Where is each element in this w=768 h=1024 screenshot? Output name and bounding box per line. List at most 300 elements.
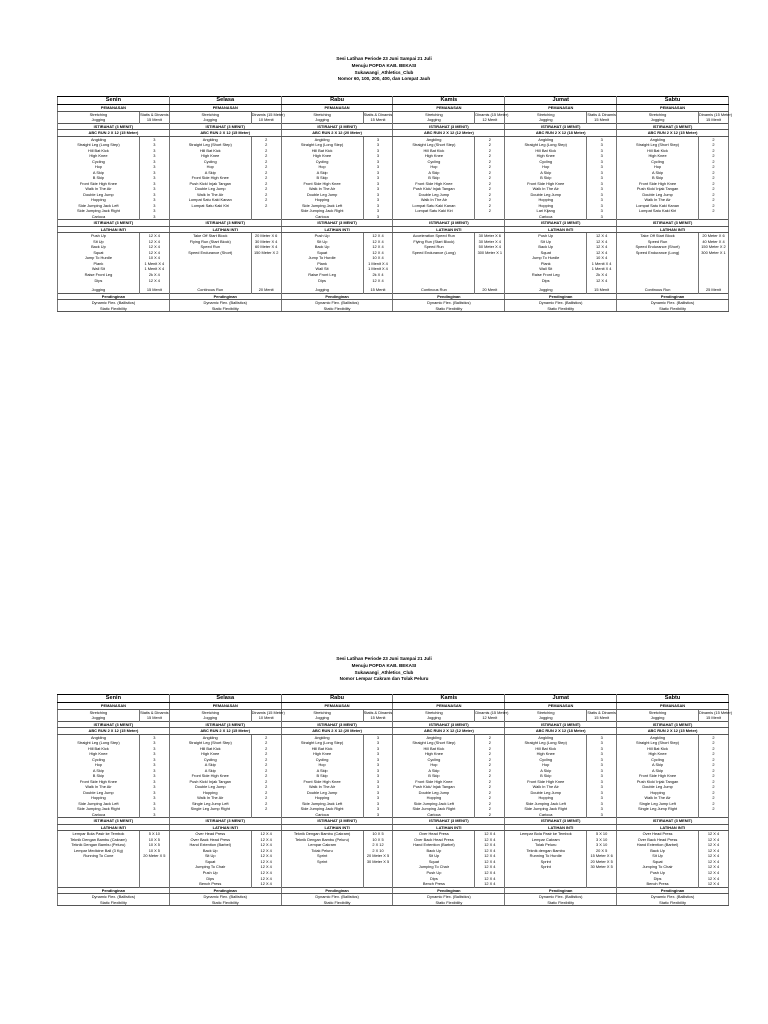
exercise-name: Double Leg Jump xyxy=(58,790,140,796)
exercise-name: Double Leg Jump xyxy=(617,192,699,198)
exercise-name: B Skip xyxy=(58,773,140,779)
exercise-name: Double Leg Jump xyxy=(169,186,251,192)
exercise-dose: 3 xyxy=(139,784,169,790)
exercise-dose: 12 X 4 xyxy=(698,848,728,854)
exercise-name: Sit Up xyxy=(617,853,699,859)
training-schedule-table xyxy=(57,694,733,906)
exercise-dose: 12 X 4 xyxy=(251,875,281,881)
day-header: Kamis xyxy=(393,695,505,703)
exercise-dose: 12 X 4 xyxy=(475,853,505,859)
day-header: Jumat xyxy=(505,97,617,105)
section-header: ISTIRAHAT (3 MENIT) xyxy=(617,721,729,728)
exercise-name: Hop xyxy=(58,762,140,768)
exercise-name: Jogging xyxy=(393,715,475,721)
exercise-dose: 3 xyxy=(587,740,617,746)
day-header: Sabtu xyxy=(617,695,729,703)
exercise-name: Hopping xyxy=(281,197,363,203)
day-header: Sabtu xyxy=(617,97,729,105)
exercise-name: High Knee xyxy=(393,153,475,159)
exercise-name: Jogging xyxy=(505,287,587,293)
exercise-dose: 2 xyxy=(698,136,728,142)
exercise-name: Plank xyxy=(505,261,587,267)
exercise-name: Cycling xyxy=(393,159,475,165)
exercise-name: Jump To Hurdle xyxy=(505,255,587,261)
exercise-name: Hill Bat Kick xyxy=(281,746,363,752)
exercise-name: A Skip xyxy=(505,170,587,176)
exercise-dose: 20 Menit xyxy=(475,287,505,293)
exercise-name: Hop xyxy=(617,164,699,170)
exercise-dose: 3 xyxy=(363,762,393,768)
section-header: PEMANASAN xyxy=(617,105,729,112)
exercise-name: Speed Run xyxy=(169,244,251,250)
exercise-dose: 3 xyxy=(587,186,617,192)
exercise-dose: 2 xyxy=(251,801,281,807)
exercise-name: Stretching xyxy=(617,709,699,715)
exercise-dose: 2 xyxy=(475,208,505,214)
exercise-name: Back Up xyxy=(58,244,140,250)
exercise-dose: 1 Menit X 4 xyxy=(139,266,169,272)
exercise-dose: 2 xyxy=(475,197,505,203)
exercise-name: Jogging xyxy=(505,715,587,721)
section-header: ISTIRAHAT (3 MENIT) xyxy=(281,220,393,227)
day-header: Jumat xyxy=(505,695,617,703)
exercise-dose: 3 xyxy=(363,779,393,785)
exercise-name: Dips xyxy=(169,875,251,881)
exercise-dose: 2 xyxy=(698,746,728,752)
exercise-name: Continous Run xyxy=(169,287,251,293)
exercise-dose: 2 xyxy=(698,734,728,740)
exercise-name: Dips xyxy=(58,277,140,283)
section-header: ISTIRAHAT (3 MENIT) xyxy=(505,818,617,825)
exercise-dose: 2 xyxy=(251,757,281,763)
exercise-dose: 12 X 4 xyxy=(139,239,169,245)
exercise-dose: 3 xyxy=(587,197,617,203)
exercise-dose: 3 X 10 xyxy=(587,842,617,848)
exercise-name: Hill Bat Kick xyxy=(58,148,140,154)
exercise-dose: 3 xyxy=(363,159,393,165)
exercise-name: Lempar Bola Pasir ke Tembok xyxy=(505,831,587,837)
exercise-dose: 12 X 4 xyxy=(698,831,728,837)
exercise-name: Push Up xyxy=(393,870,475,876)
exercise-name: Hill Bat Kick xyxy=(393,746,475,752)
exercise-dose: 1 Menit X 4 xyxy=(139,261,169,267)
exercise-name: Carioca xyxy=(281,214,363,220)
exercise-name: A Skip xyxy=(58,170,140,176)
exercise-name: Walk In The Air xyxy=(393,197,475,203)
exercise-dose: 3 xyxy=(363,186,393,192)
exercise-dose: 3 xyxy=(363,784,393,790)
exercise-name: Jogging xyxy=(281,287,363,293)
exercise-name: Hill Bat Kick xyxy=(617,148,699,154)
exercise-name: Teknik Dengan Bambu (Cakram) xyxy=(281,831,363,837)
section-header: LATIHAN INTI xyxy=(281,824,393,831)
exercise-dose: 12 X 4 xyxy=(698,842,728,848)
exercise-name: Jump To Hurdle xyxy=(281,255,363,261)
exercise-name: Jogging xyxy=(58,287,140,293)
exercise-name: Jogging xyxy=(393,117,475,123)
exercise-name: Double Leg Jump xyxy=(617,784,699,790)
exercise-name: Straight Leg (Long Step) xyxy=(281,740,363,746)
exercise-dose: Dinamis (15 Meter) xyxy=(475,111,509,117)
exercise-dose: 3 xyxy=(139,795,169,801)
section-header: PEMANASAN xyxy=(281,105,393,112)
exercise-name: Double Leg Jump xyxy=(393,192,475,198)
exercise-dose: 3 xyxy=(363,812,393,818)
cooldown-item: Static Flexibility xyxy=(58,900,170,906)
section-header: ISTIRAHAT (3 MENIT) xyxy=(617,818,729,825)
exercise-dose: 2 xyxy=(475,175,505,181)
exercise-name: Jogging xyxy=(505,117,587,123)
exercise-name: Sprint xyxy=(505,859,587,865)
exercise-name: Push Up xyxy=(617,870,699,876)
exercise-dose: 3 xyxy=(587,192,617,198)
section-header: Pendinginan xyxy=(617,293,729,300)
exercise-dose: 3 xyxy=(363,142,393,148)
section-header: LATIHAN INTI xyxy=(393,824,505,831)
exercise-name: Jumping To Chair xyxy=(393,864,475,870)
exercise-name: Cycling xyxy=(58,757,140,763)
exercise-name: Dips xyxy=(505,277,587,283)
exercise-dose: 3 xyxy=(363,806,393,812)
section-header: ISTIRAHAT (3 MENIT) xyxy=(58,123,170,130)
exercise-name: Carioca xyxy=(505,214,587,220)
exercise-dose: 20 Meter X 5 xyxy=(363,853,393,859)
exercise-dose: 12 X 4 xyxy=(363,250,393,256)
exercise-dose: 10 X 5 xyxy=(363,837,393,843)
exercise-dose: 2 xyxy=(698,159,728,165)
cooldown-item: Dynamic Flex. (Ballistics) xyxy=(505,300,617,306)
exercise-name: High Knee xyxy=(281,153,363,159)
exercise-name: Push Up xyxy=(169,870,251,876)
exercise-name: Over Back Head Press xyxy=(617,837,699,843)
exercise-name: Angkling xyxy=(281,734,363,740)
exercise-dose: 2 xyxy=(475,746,505,752)
exercise-name: Lompat Satu Kaki Kanan xyxy=(393,203,475,209)
exercise-dose: 2 xyxy=(251,806,281,812)
cooldown-item: Dynamic Flex. (Ballistics) xyxy=(58,300,170,306)
exercise-dose: 15 Menit xyxy=(698,117,728,123)
exercise-name: Carioca xyxy=(281,812,363,818)
exercise-dose: 1 Menit X 4 xyxy=(587,266,617,272)
exercise-name: Carioca xyxy=(58,812,140,818)
exercise-name: Angkling xyxy=(169,136,251,142)
exercise-dose: 15 Meter X 6 xyxy=(587,853,617,859)
exercise-name: Side Jumping Jack Left xyxy=(393,801,475,807)
exercise-dose: 12 X 4 xyxy=(698,853,728,859)
exercise-name: Hopping xyxy=(505,203,587,209)
cooldown-row xyxy=(58,306,729,312)
section-header: ISTIRAHAT (3 MENIT) xyxy=(58,220,170,227)
exercise-dose: 3 xyxy=(587,768,617,774)
exercise-name: Jogging xyxy=(169,715,251,721)
exercise-name: Angkling xyxy=(58,734,140,740)
exercise-dose: 2 xyxy=(475,773,505,779)
exercise-name: Cycling xyxy=(58,159,140,165)
exercise-name: Jogging xyxy=(58,715,140,721)
day-header: Selasa xyxy=(169,97,281,105)
exercise-dose: 3 xyxy=(139,806,169,812)
exercise-name: Teknik Dengan Bambu (Peluru) xyxy=(58,842,140,848)
exercise-dose: 15 Menit xyxy=(363,287,393,293)
section-header: ISTIRAHAT (3 MENIT) xyxy=(393,123,505,130)
exercise-name: Squat xyxy=(169,859,251,865)
exercise-name: Hop xyxy=(393,762,475,768)
exercise-dose: 12 X 4 xyxy=(475,864,505,870)
exercise-dose: 20 X 5 xyxy=(587,848,617,854)
schedule-page-2 xyxy=(0,656,768,905)
exercise-name: High Knee xyxy=(169,153,251,159)
section-header: LATIHAN INTI xyxy=(505,226,617,233)
section-header: Pendinginan xyxy=(281,887,393,894)
event-subtitle: Menuju POPDA KAB. BEKASI xyxy=(351,662,417,668)
exercise-name: B Skip xyxy=(505,773,587,779)
exercise-name: Cycling xyxy=(281,159,363,165)
exercise-name: Stretching xyxy=(58,111,140,117)
section-header: ABC RUN 2 X 12 (18 Meter) xyxy=(505,728,617,735)
exercise-dose: 3 xyxy=(363,148,393,154)
exercise-name: Stretching xyxy=(393,709,475,715)
exercise-dose: 3 xyxy=(363,740,393,746)
session-period-title: Sesi Latihan Periode 23 Juni Sampai 21 Juli xyxy=(336,56,432,61)
exercise-dose: 2 xyxy=(251,142,281,148)
exercise-name: Double Leg Jump xyxy=(58,192,140,198)
exercise-name: Stretching xyxy=(169,111,251,117)
exercise-dose: 2 X 12 xyxy=(363,842,393,848)
exercise-dose: 12 X 4 xyxy=(139,250,169,256)
exercise-dose: 2 xyxy=(698,203,728,209)
section-header: PEMANASAN xyxy=(393,703,505,710)
exercise-dose: 2k X 4 xyxy=(139,272,169,278)
exercise-name: Lempar Cakram xyxy=(505,837,587,843)
exercise-dose: 3 xyxy=(139,740,169,746)
section-header: ABC RUN 2 X 12 (15 Meter) xyxy=(58,728,170,735)
exercise-dose: 12 X 4 xyxy=(475,881,505,887)
exercise-name: Double Leg Jump xyxy=(169,784,251,790)
exercise-dose: 150 Meter X 2 xyxy=(698,244,728,250)
exercise-dose: 20 Menit xyxy=(251,287,281,293)
exercise-dose: 2 xyxy=(698,148,728,154)
section-header: Pendinginan xyxy=(169,887,281,894)
exercise-dose: 2 xyxy=(251,170,281,176)
exercise-name: Double Leg Jump xyxy=(505,192,587,198)
exercise-dose: 2 xyxy=(698,784,728,790)
exercise-dose: 15 Menit xyxy=(139,287,169,293)
exercise-name: Angkling xyxy=(505,734,587,740)
section-header: LATIHAN INTI xyxy=(617,824,729,831)
exercise-dose: 3 xyxy=(139,142,169,148)
exercise-name: Flying Run (Start Block) xyxy=(169,239,251,245)
exercise-name: Front Side High Knee xyxy=(281,181,363,187)
exercise-dose: 12 X 4 xyxy=(251,848,281,854)
exercise-dose: 15 Menit xyxy=(698,715,728,721)
cooldown-item: Static Flexibility xyxy=(281,900,393,906)
exercise-dose: 3 xyxy=(587,170,617,176)
exercise-dose: 2 X 10 xyxy=(363,848,393,854)
section-header: LATIHAN INTI xyxy=(617,226,729,233)
exercise-name: Push Kick/ Injak Tangan xyxy=(169,181,251,187)
exercise-dose: 2 xyxy=(251,734,281,740)
exercise-name: Dips xyxy=(393,875,475,881)
section-header: ISTIRAHAT (3 MENIT) xyxy=(281,721,393,728)
exercise-dose: 3 xyxy=(363,181,393,187)
exercise-dose: 25 Menit xyxy=(698,287,728,293)
exercise-dose: 3 xyxy=(587,812,617,818)
exercise-name: Side Jumping Jack Right xyxy=(58,208,140,214)
exercise-name: Side Jumping Jack Left xyxy=(58,203,140,209)
cooldown-item: Dynamic Flex. (Ballistics) xyxy=(169,300,281,306)
exercise-name: Side Jumping Jack Right xyxy=(505,806,587,812)
exercise-dose: 2 xyxy=(475,203,505,209)
exercise-dose: Dinamis (15 Meter) xyxy=(251,709,285,715)
exercise-name: High Knee xyxy=(169,751,251,757)
exercise-name: Angkling xyxy=(617,136,699,142)
exercise-name: Dips xyxy=(281,277,363,283)
exercise-name: A Skip xyxy=(58,768,140,774)
exercise-dose: 20 Meter X 6 xyxy=(698,233,728,239)
exercise-dose: 30 Meter X 5 xyxy=(363,859,393,865)
exercise-dose: 2 xyxy=(475,806,505,812)
section-header: ABC RUN 2 X 12 (12 Meter) xyxy=(393,130,505,137)
exercise-dose: 2 xyxy=(475,181,505,187)
exercise-name: Sit Up xyxy=(169,853,251,859)
day-header-row xyxy=(58,97,729,105)
exercise-dose: 3 xyxy=(363,164,393,170)
exercise-dose: 3 xyxy=(139,779,169,785)
exercise-name: B Skip xyxy=(281,175,363,181)
exercise-name: Squat xyxy=(281,250,363,256)
exercise-dose: 2 xyxy=(698,192,728,198)
exercise-name: Squat xyxy=(58,250,140,256)
exercise-dose: 3 xyxy=(363,192,393,198)
exercise-dose: 3 xyxy=(139,170,169,176)
section-header: ISTIRAHAT (3 MENIT) xyxy=(505,123,617,130)
exercise-dose: 2 xyxy=(475,186,505,192)
exercise-name: Single Leg Jump Right xyxy=(169,806,251,812)
exercise-name: Take Off Start Block xyxy=(169,233,251,239)
exercise-dose: 12 X 4 xyxy=(698,881,728,887)
exercise-dose: Statis & Dinamis xyxy=(587,709,616,715)
exercise-name: High Knee xyxy=(281,751,363,757)
exercise-name: Side Jumping Jack Left xyxy=(505,801,587,807)
exercise-name: Front Side High Knee xyxy=(58,779,140,785)
exercise-name: Lempar Cakram xyxy=(281,842,363,848)
exercise-dose: 3 xyxy=(363,214,393,220)
exercise-name: Wall Sit xyxy=(281,266,363,272)
exercise-name: Lompat Satu Kaki Kiri xyxy=(617,208,699,214)
exercise-dose: 3 xyxy=(363,801,393,807)
exercise-dose: 3 xyxy=(139,214,169,220)
exercise-name: Sit Up xyxy=(58,239,140,245)
exercise-name: Jogging xyxy=(617,117,699,123)
exercise-dose: 3 xyxy=(139,136,169,142)
exercise-dose: 2 xyxy=(475,801,505,807)
exercise-name: Push Kick/ Injak Tangan xyxy=(169,779,251,785)
exercise-dose: 3 xyxy=(139,192,169,198)
cooldown-item: Static Flexibility xyxy=(169,900,281,906)
exercise-dose: 2 xyxy=(698,790,728,796)
exercise-dose: 3 xyxy=(363,795,393,801)
exercise-dose: 2 xyxy=(698,181,728,187)
section-header: PEMANASAN xyxy=(393,105,505,112)
exercise-dose: 20 Meter X 6 xyxy=(251,233,281,239)
exercise-dose: 2 xyxy=(251,790,281,796)
exercise-name: B Skip xyxy=(617,175,699,181)
exercise-dose: 3 xyxy=(363,751,393,757)
exercise-dose: 2 xyxy=(698,751,728,757)
cooldown-item: Static Flexibility xyxy=(505,306,617,312)
exercise-name: High Knee xyxy=(393,751,475,757)
exercise-name: Speed Endurance (Long) xyxy=(617,250,699,256)
exercise-name: Lompat Satu Kaki Kiri xyxy=(169,203,251,209)
section-header: PEMANASAN xyxy=(505,703,617,710)
exercise-name: Hop xyxy=(505,164,587,170)
exercise-dose: 3 xyxy=(587,181,617,187)
exercise-dose: 2 xyxy=(698,795,728,801)
exercise-dose: 10 X 5 xyxy=(139,848,169,854)
exercise-name: Side Jumping Jack Left xyxy=(281,801,363,807)
exercise-name: Speed Endurance (Short) xyxy=(169,250,251,256)
exercise-name: Cycling xyxy=(281,757,363,763)
exercise-dose: 3 xyxy=(363,768,393,774)
schedule-page-1 xyxy=(0,56,768,311)
exercise-name: Walk In The Air xyxy=(281,186,363,192)
exercise-name: Bench Press xyxy=(393,881,475,887)
exercise-dose: 3 xyxy=(139,734,169,740)
exercise-name: B Skip xyxy=(393,773,475,779)
exercise-dose: 1 Menit X 4 xyxy=(363,266,393,272)
exercise-dose: 3 xyxy=(363,136,393,142)
exercise-dose: 40 Meter X 4 xyxy=(698,239,728,245)
exercise-name: Push Kick/ Injak Tangan xyxy=(393,784,475,790)
section-header: Pendinginan xyxy=(281,293,393,300)
exercise-dose: 2 xyxy=(251,751,281,757)
exercise-name: Teknik Dengan Bambu (Cakram) xyxy=(58,837,140,843)
event-numbers: Nomor 60, 100, 200, 400, dan Lompat Jauh xyxy=(337,76,431,82)
exercise-dose: 3 xyxy=(587,203,617,209)
exercise-dose: 3 xyxy=(139,203,169,209)
exercise-dose: 2 xyxy=(475,784,505,790)
exercise-name: B Skip xyxy=(58,175,140,181)
exercise-name: Angkling xyxy=(617,734,699,740)
exercise-dose: 2 xyxy=(251,740,281,746)
exercise-name: Side Jumping Jack Left xyxy=(58,801,140,807)
day-header: Rabu xyxy=(281,695,393,703)
exercise-name: Front Side High Knee xyxy=(58,181,140,187)
section-header: ISTIRAHAT (3 MENIT) xyxy=(505,220,617,227)
exercise-dose: 3 xyxy=(139,175,169,181)
exercise-dose: 3 xyxy=(587,164,617,170)
exercise-name: A Skip xyxy=(169,768,251,774)
exercise-dose: 300 Meter X 1 xyxy=(475,250,505,256)
exercise-name: Side Jumping Jack Right xyxy=(281,208,363,214)
exercise-dose: 3 xyxy=(587,762,617,768)
exercise-name: Jumping To Chair xyxy=(617,864,699,870)
exercise-dose: 2 xyxy=(251,153,281,159)
exercise-name: Push Kick/ Injak Tangan xyxy=(617,779,699,785)
exercise-dose: 2 xyxy=(251,148,281,154)
exercise-dose: 2 xyxy=(251,192,281,198)
cooldown-item: Static Flexibility xyxy=(393,306,505,312)
exercise-dose: 12 X 4 xyxy=(363,239,393,245)
exercise-dose: 2 xyxy=(475,170,505,176)
exercise-name: Jogging xyxy=(281,117,363,123)
exercise-name: Front Side High Knee xyxy=(393,181,475,187)
exercise-dose: 12 X 4 xyxy=(587,244,617,250)
exercise-name: Squat xyxy=(393,859,475,865)
exercise-dose: Statis & Dinamis xyxy=(363,709,393,715)
exercise-name: Hop xyxy=(169,164,251,170)
exercise-name: Raise Front Leg xyxy=(281,272,363,278)
